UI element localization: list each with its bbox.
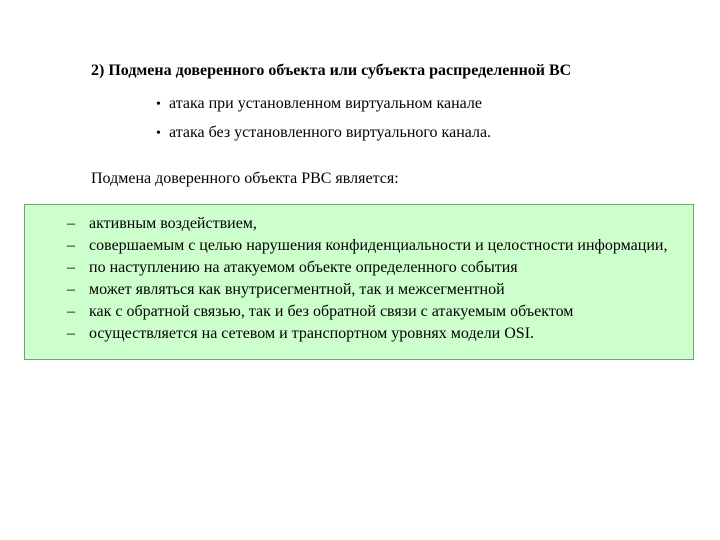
list-item — [67, 213, 688, 235]
list-item — [67, 279, 688, 301]
list-item — [67, 301, 688, 323]
attack-types-list — [156, 95, 491, 153]
intro-text: Подмена доверенного объекта РВС является: — [91, 170, 399, 187]
list-item — [67, 257, 688, 279]
list-item — [67, 323, 688, 345]
property-text: совершаемым с целью нарушения конфиденциальности и целостности информации, — [89, 237, 668, 254]
dash-icon: – — [67, 259, 75, 276]
dash-icon: – — [67, 281, 75, 298]
dash-icon: – — [67, 215, 75, 232]
property-text: может являться как внутрисегментной, так и межсегментной — [89, 281, 505, 298]
property-text: как с обратной связью, так и без обратной связи с атакуемым объектом — [89, 303, 574, 320]
dash-icon: – — [67, 237, 75, 254]
property-text: осуществляется на сетевом и транспортном уровнях модели OSI. — [89, 325, 535, 342]
attack-type-label: атака при установленном виртуальном канале — [169, 95, 482, 112]
property-text: по наступлению на атакуемом объекте определенного события — [89, 259, 518, 276]
property-text: активным воздействием, — [89, 215, 257, 232]
list-item — [67, 235, 688, 257]
section-heading: 2) Подмена доверенного объекта или субъекта распределенной ВС — [91, 62, 572, 79]
dash-icon: – — [67, 325, 75, 342]
list-item — [156, 95, 491, 114]
list-item — [156, 124, 491, 143]
attack-type-label: атака без установленного виртуального канала. — [169, 124, 492, 141]
properties-box — [24, 204, 694, 360]
bullet-icon: • — [156, 126, 161, 141]
properties-list — [67, 213, 688, 345]
dash-icon: – — [67, 303, 75, 320]
bullet-icon: • — [156, 97, 161, 112]
